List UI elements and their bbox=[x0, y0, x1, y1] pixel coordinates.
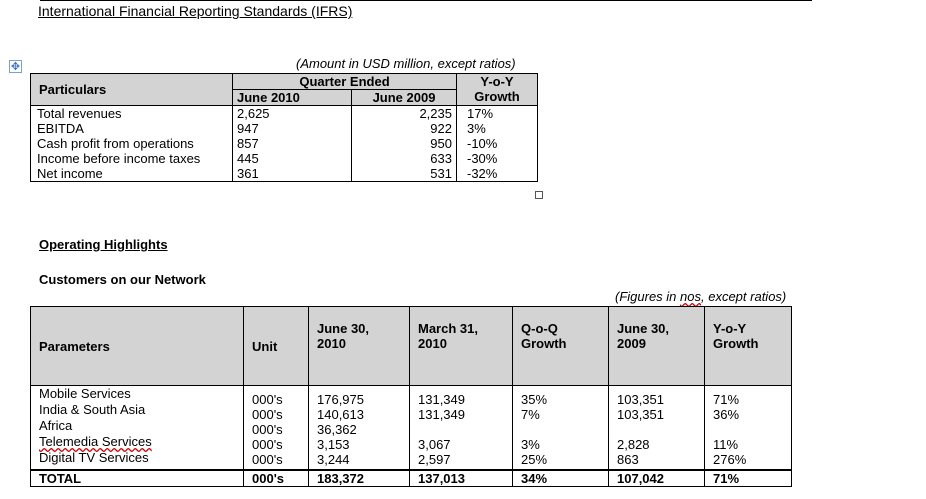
yoy-values: 71% 36% 11% 276% bbox=[705, 386, 792, 471]
yoy-header: Y-o-Y Growth bbox=[705, 307, 792, 386]
march2010-values: 131,349 131,349 3,067 2,597 bbox=[410, 386, 513, 471]
row-label: Total revenues EBITDA Cash profit from operations Income before income taxes Net income bbox=[31, 106, 233, 182]
table-row bbox=[31, 386, 792, 471]
total-qoq: 34% bbox=[513, 470, 609, 487]
total-yoy: 71% bbox=[705, 470, 792, 487]
top-rule bbox=[40, 0, 812, 1]
table-resize-handle[interactable] bbox=[535, 191, 543, 199]
quarter-ended-header: Quarter Ended bbox=[233, 74, 457, 90]
yoy-header: Y-o-Y Growth bbox=[457, 74, 538, 106]
june2010-header: June 2010 bbox=[233, 90, 352, 106]
total-unit: 000's bbox=[244, 470, 309, 487]
qoq-values: 35% 7% 3% 25% bbox=[513, 386, 609, 471]
spellcheck-word: nos bbox=[680, 289, 701, 304]
table-row bbox=[31, 106, 538, 182]
total-row bbox=[31, 470, 792, 487]
june2010-values: 176,975 140,613 36,362 3,153 3,244 bbox=[309, 386, 410, 471]
parameter-names: Mobile Services India & South Asia Africa Telemedia Services Digital TV Services bbox=[31, 386, 244, 471]
figures-note: (Figures in nos, except ratios) bbox=[615, 289, 787, 304]
total-june2009: 107,042 bbox=[609, 470, 705, 487]
yoy-values: 17% 3% -10% -30% -32% bbox=[457, 106, 538, 182]
particulars-header: Particulars bbox=[31, 74, 233, 106]
customers-subtitle: Customers on our Network bbox=[39, 272, 206, 287]
march2010-header: March 31, 2010 bbox=[410, 307, 513, 386]
june2009-values: 2,235 922 950 633 531 bbox=[352, 106, 457, 182]
table-move-icon[interactable]: ✥ bbox=[10, 61, 21, 73]
operating-highlights-title: Operating Highlights bbox=[39, 237, 168, 252]
financials-table bbox=[30, 73, 538, 182]
unit-header: Unit bbox=[244, 307, 309, 386]
total-label: TOTAL bbox=[31, 470, 244, 487]
june2009-header: June 2009 bbox=[352, 90, 457, 106]
amount-note: (Amount in USD million, except ratios) bbox=[296, 56, 516, 71]
total-march2010: 137,013 bbox=[410, 470, 513, 487]
qoq-header: Q-o-Q Growth bbox=[513, 307, 609, 386]
ifrs-heading: International Financial Reporting Standards (IFRS) bbox=[38, 3, 353, 19]
june2010-values: 2,625 947 857 445 361 bbox=[233, 106, 352, 182]
june2010-header: June 30, 2010 bbox=[309, 307, 410, 386]
june2009-values: 103,351 103,351 2,828 863 bbox=[609, 386, 705, 471]
june2009-header: June 30, 2009 bbox=[609, 307, 705, 386]
total-june2010: 183,372 bbox=[309, 470, 410, 487]
customers-table bbox=[30, 306, 792, 487]
unit-values: 000's 000's 000's 000's 000's bbox=[244, 386, 309, 471]
parameters-header: Parameters bbox=[31, 307, 244, 386]
